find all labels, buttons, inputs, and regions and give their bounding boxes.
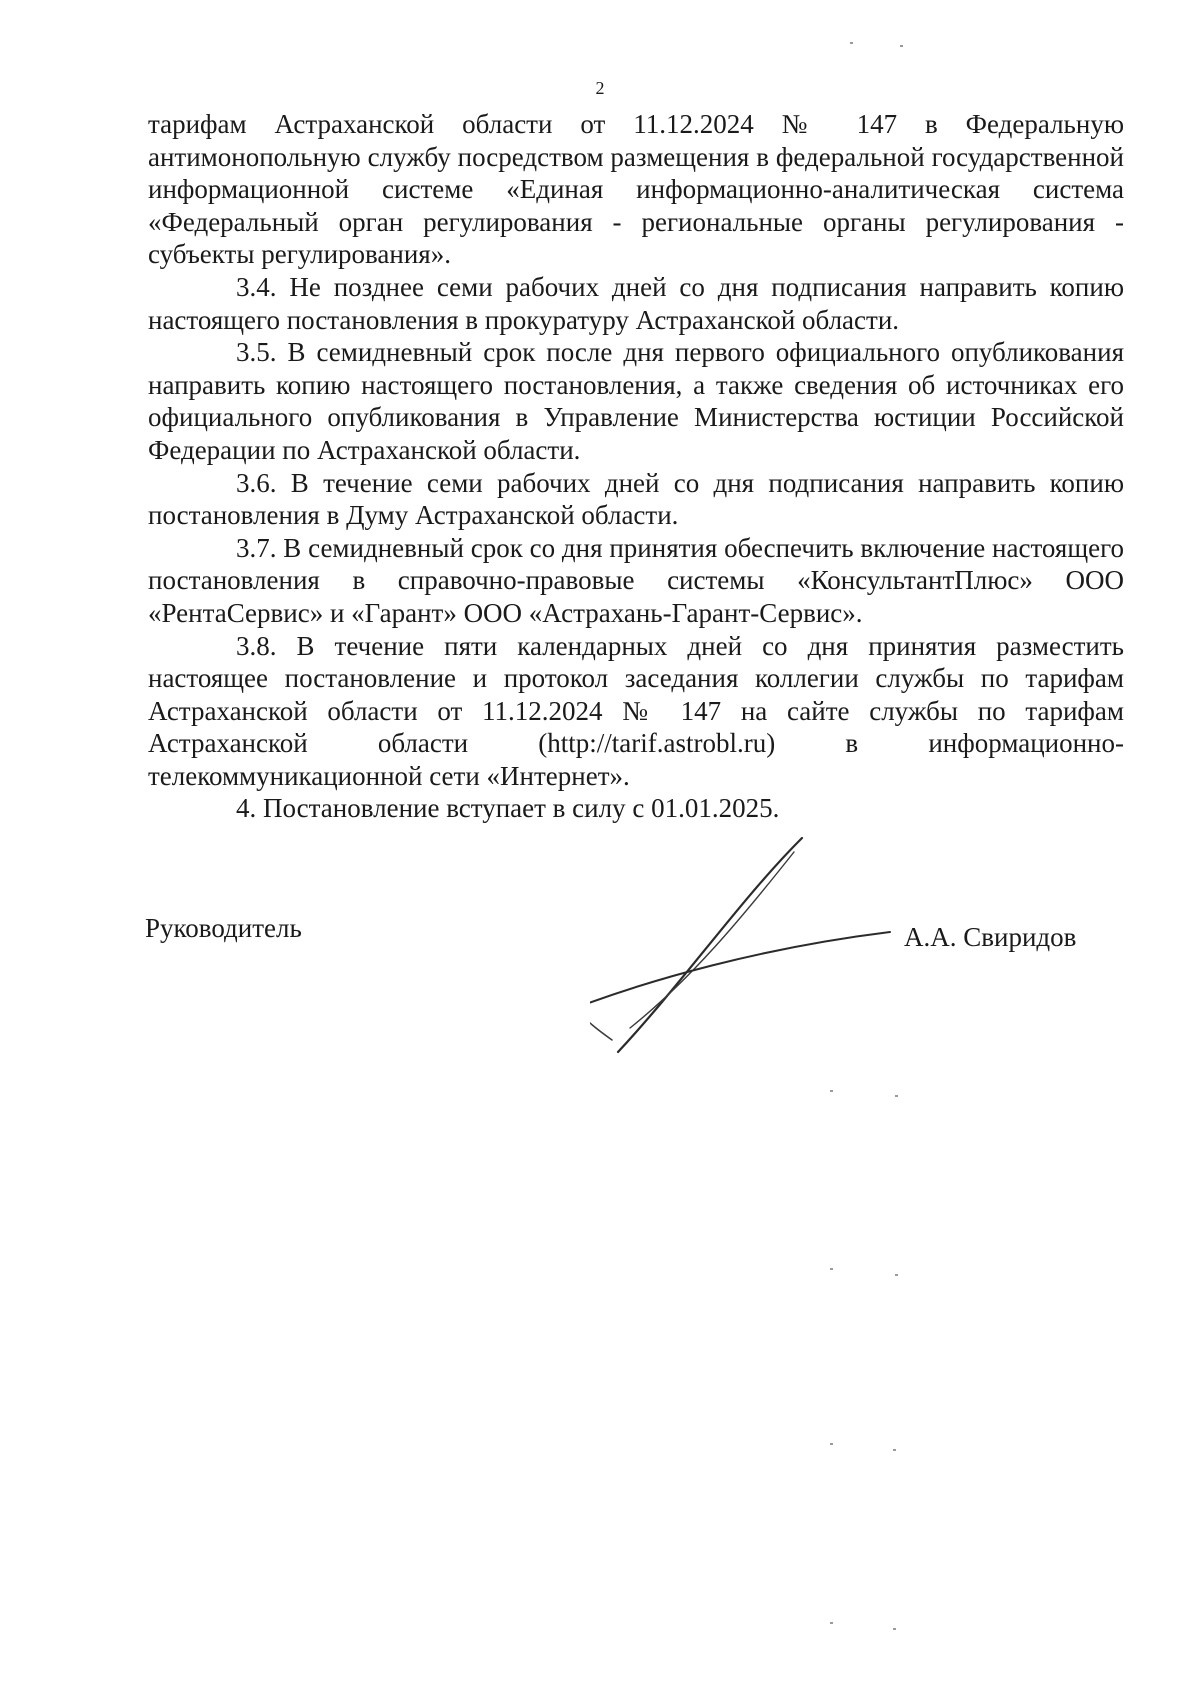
scan-speck: [893, 1449, 896, 1451]
paragraph-continuation: тарифам Астраханской области от 11.12.2024 № 147 в Федеральную антимонопольную службу посредством размещения в федеральной государственной информационной системе «Единая информационно-аналитическая система «Федеральный орган регулирования - региональные органы регулирования - субъекты регулирования».: [148, 109, 1124, 270]
paragraph-3-7: 3.7. В семидневный срок со дня принятия обеспечить включение настоящего постановления в справочно-правовые системы «КонсультантПлюс» ООО «РентаСервис» и «Гарант» ООО «Астрахань-Гарант-Сервис».: [148, 532, 1124, 628]
scan-speck: [850, 42, 853, 44]
signatory-name: А.А. Свиридов: [904, 922, 1077, 952]
scan-speck: [830, 1622, 833, 1624]
paragraph-3-5: 3.5. В семидневный срок после дня первого официального опубликования направить копию настоящего постановления, а также сведения об источниках его официального опубликования в Управление Министерства юстиции Российской Федерации по Астраханской области.: [148, 337, 1124, 465]
handwritten-signature: [590, 830, 920, 1060]
scan-speck: [830, 1090, 833, 1092]
paragraph-3-6: 3.6. В течение семи рабочих дней со дня подписания направить копию постановления в Думу Астраханской области.: [148, 467, 1124, 531]
scan-speck: [830, 1268, 833, 1270]
paragraph-3-4: 3.4. Не позднее семи рабочих дней со дня подписания направить копию настоящего постановления в прокуратуру Астраханской области.: [148, 271, 1124, 335]
scan-speck: [893, 1628, 896, 1630]
signatory-position: Руководитель: [145, 913, 302, 943]
document-body: [148, 108, 1124, 825]
paragraph-4: 4. Постановление вступает в силу с 01.01.2025.: [236, 793, 780, 824]
scan-speck: [895, 1095, 898, 1097]
scan-speck: [900, 45, 903, 47]
page-number: 2: [595, 78, 605, 98]
scan-speck: [895, 1274, 898, 1276]
paragraph-3-8: 3.8. В течение пяти календарных дней со дня принятия разместить настоящее постановление и протокол заседания коллегии службы по тарифам Астраханской области от 11.12.2024 № 147 на сайте службы по тарифам Астраханской области (http://tarif.astrobl.ru) в информационно-телекоммуникационной сети «Интернет».: [148, 630, 1124, 791]
scan-speck: [830, 1443, 833, 1445]
